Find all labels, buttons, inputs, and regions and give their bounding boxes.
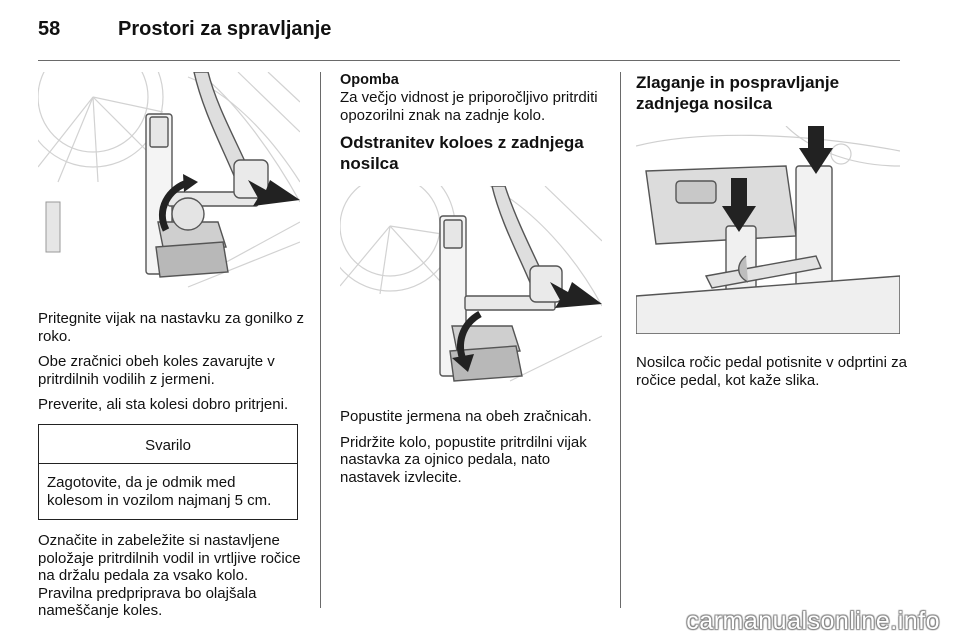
section-heading-remove-bike: Odstranitev koloes z zadnjega nosilca (340, 133, 584, 173)
instruction-loosen-straps: Popustite jermena na obeh zračnicah. (340, 408, 592, 425)
bike-mount-illustration-1 (38, 72, 300, 294)
watermark: carmanualsonline.info (686, 607, 940, 635)
instruction-mark-positions: Označite in zabeležite si nastavljene položaje pritrdilnih vodil in vrtljive ročice na držalu pedala za vsako kolo. Pravilna predpriprava bo olajšala nameščanje koles. (38, 532, 301, 619)
header-rule (38, 60, 900, 61)
column-left (38, 72, 306, 628)
column-separator-1 (320, 72, 321, 608)
page-title: Prostori za spravljanje (118, 18, 332, 40)
instruction-check-bikes: Preverite, ali sta kolesi dobro pritrjeni. (38, 396, 289, 413)
instruction-secure-tires: Obe zračnici obeh koles zavarujte v pritrdilnih vodilih z jermeni. (38, 353, 275, 388)
note-body: Za večjo vidnost je priporočljivo pritrditi opozorilni znak na zadnje kolo. (340, 89, 598, 124)
instruction-tighten-screw: Pritegnite vijak na nastavku za gonilko z roko. (38, 310, 304, 345)
column-middle (340, 72, 608, 494)
section-heading-fold-carrier: Zlaganje in pospravljanje zadnjega nosilca (636, 73, 840, 113)
warning-title: Svarilo (39, 425, 297, 465)
column-separator-2 (620, 72, 621, 608)
instruction-remove-attachment: Pridržite kolo, popustite pritrdilni vijak nastavka za ojnico pedala, nato nastavek izvlecite. (340, 433, 587, 486)
bike-mount-illustration-2 (340, 186, 602, 394)
note-title: Opomba (340, 72, 399, 88)
column-right (636, 72, 908, 397)
carrier-fold-illustration (636, 126, 900, 334)
instruction-push-pedal-holders: Nosilca ročic pedal potisnite v odprtini za ročice pedal, kot kaže slika. (636, 354, 907, 389)
warning-box (38, 424, 298, 521)
page-number: 58 (38, 18, 61, 40)
warning-body: Zagotovite, da je odmik med kolesom in vozilom najmanj 5 cm. (47, 474, 272, 509)
